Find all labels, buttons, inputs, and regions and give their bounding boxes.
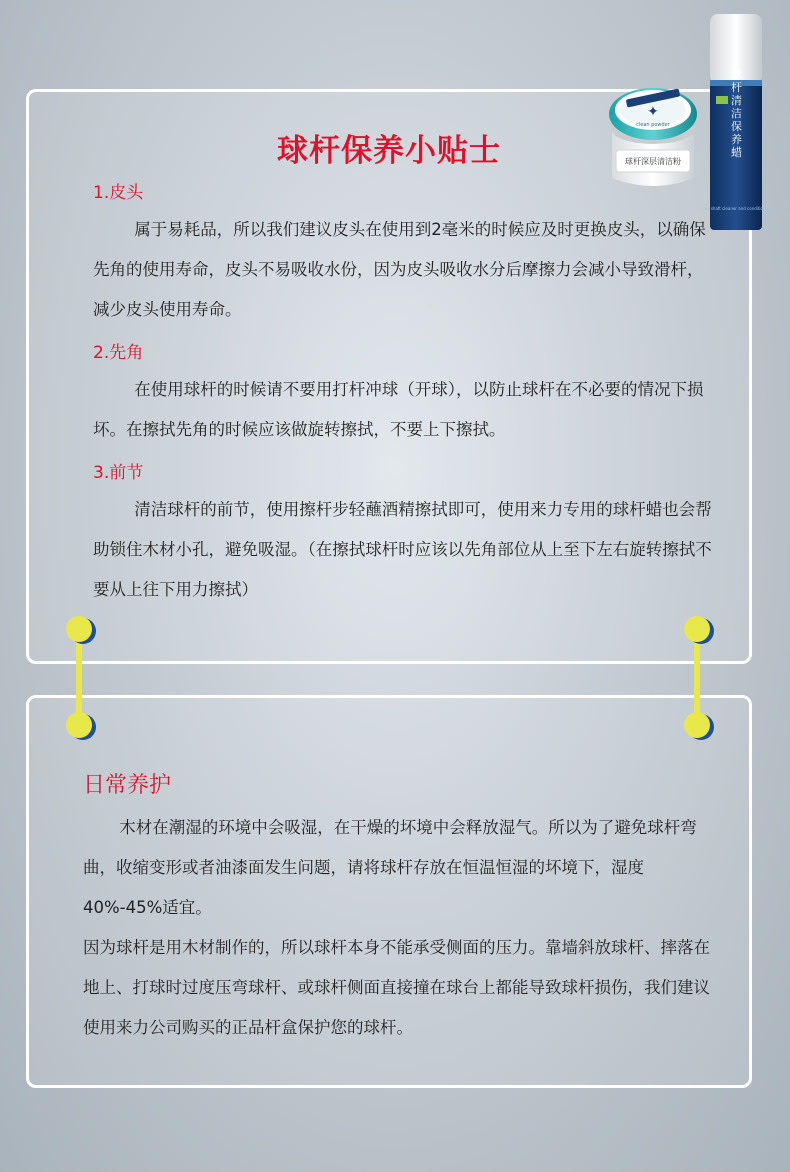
- section-text-tip: 属于易耗品，所以我们建议皮头在使用到2毫米的时候应及时更换皮头，以确保先角的使用寿命，皮头不易吸收水份，因为皮头吸收水分后摩擦力会减小导致滑杆，减少皮头使用寿命。: [93, 220, 706, 319]
- connector-ring-bottom-right: [684, 712, 710, 738]
- daily-care-card: [26, 695, 752, 1088]
- cleaning-powder-jar-image: [604, 80, 702, 192]
- connector-ring-top-left: [66, 616, 92, 642]
- bottle-sub-text: cue shaft cleaner and conditioner: [702, 206, 770, 211]
- daily-care-text-2: 因为球杆是用木材制作的，所以球杆本身不能承受侧面的压力。靠墙斜放球杆、摔落在地上、打球时过度压弯球杆、或球杆侧面直接撞在球台上都能导致球杆损伤，我们建议使用来力公司购买的正品杆盒保护您的球杆。: [83, 938, 710, 1037]
- page-title: 球杆保养小贴士: [277, 133, 501, 169]
- section-heading-ferrule: 2.先角: [93, 343, 144, 363]
- section-heading-shaft: 3.前节: [93, 463, 144, 483]
- connector-ring-top-right: [684, 616, 710, 642]
- section-heading-tip: 1.皮头: [93, 183, 144, 203]
- daily-care-text-1: 木材在潮湿的环境中会吸湿，在干燥的坏境中会释放湿气。所以为了避免球杆弯曲，收缩变形或者油漆面发生问题，请将球杆存放在恒温恒湿的坏境下，湿度40%-45%适宜。: [83, 818, 697, 917]
- jar-sub-text: clean powder: [636, 122, 670, 128]
- section-text-shaft: 清洁球杆的前节，使用擦杆步轻蘸酒精擦拭即可，使用来力专用的球杆蜡也会帮助锁住木材小孔，避免吸湿。（在擦拭球杆时应该以先角部位从上至下左右旋转擦拭不要从上往下用力擦拭）: [93, 500, 712, 599]
- cleaner-conditioner-bottle-image: [702, 12, 770, 234]
- bottle-label-text: 球杆清洁保养蜡: [729, 68, 743, 160]
- connector-ring-bottom-left: [66, 712, 92, 738]
- jar-label-text: 球杆深层清洁粉: [625, 157, 681, 166]
- section-text-ferrule: 在使用球杆的时候请不要用打杆冲球（开球），以防止球杆在不必要的情况下损坏。在擦拭先角的时候应该做旋转擦拭，不要上下擦拭。: [93, 380, 704, 439]
- daily-care-heading: 日常养护: [83, 773, 172, 798]
- svg-text:✦: ✦: [647, 104, 659, 120]
